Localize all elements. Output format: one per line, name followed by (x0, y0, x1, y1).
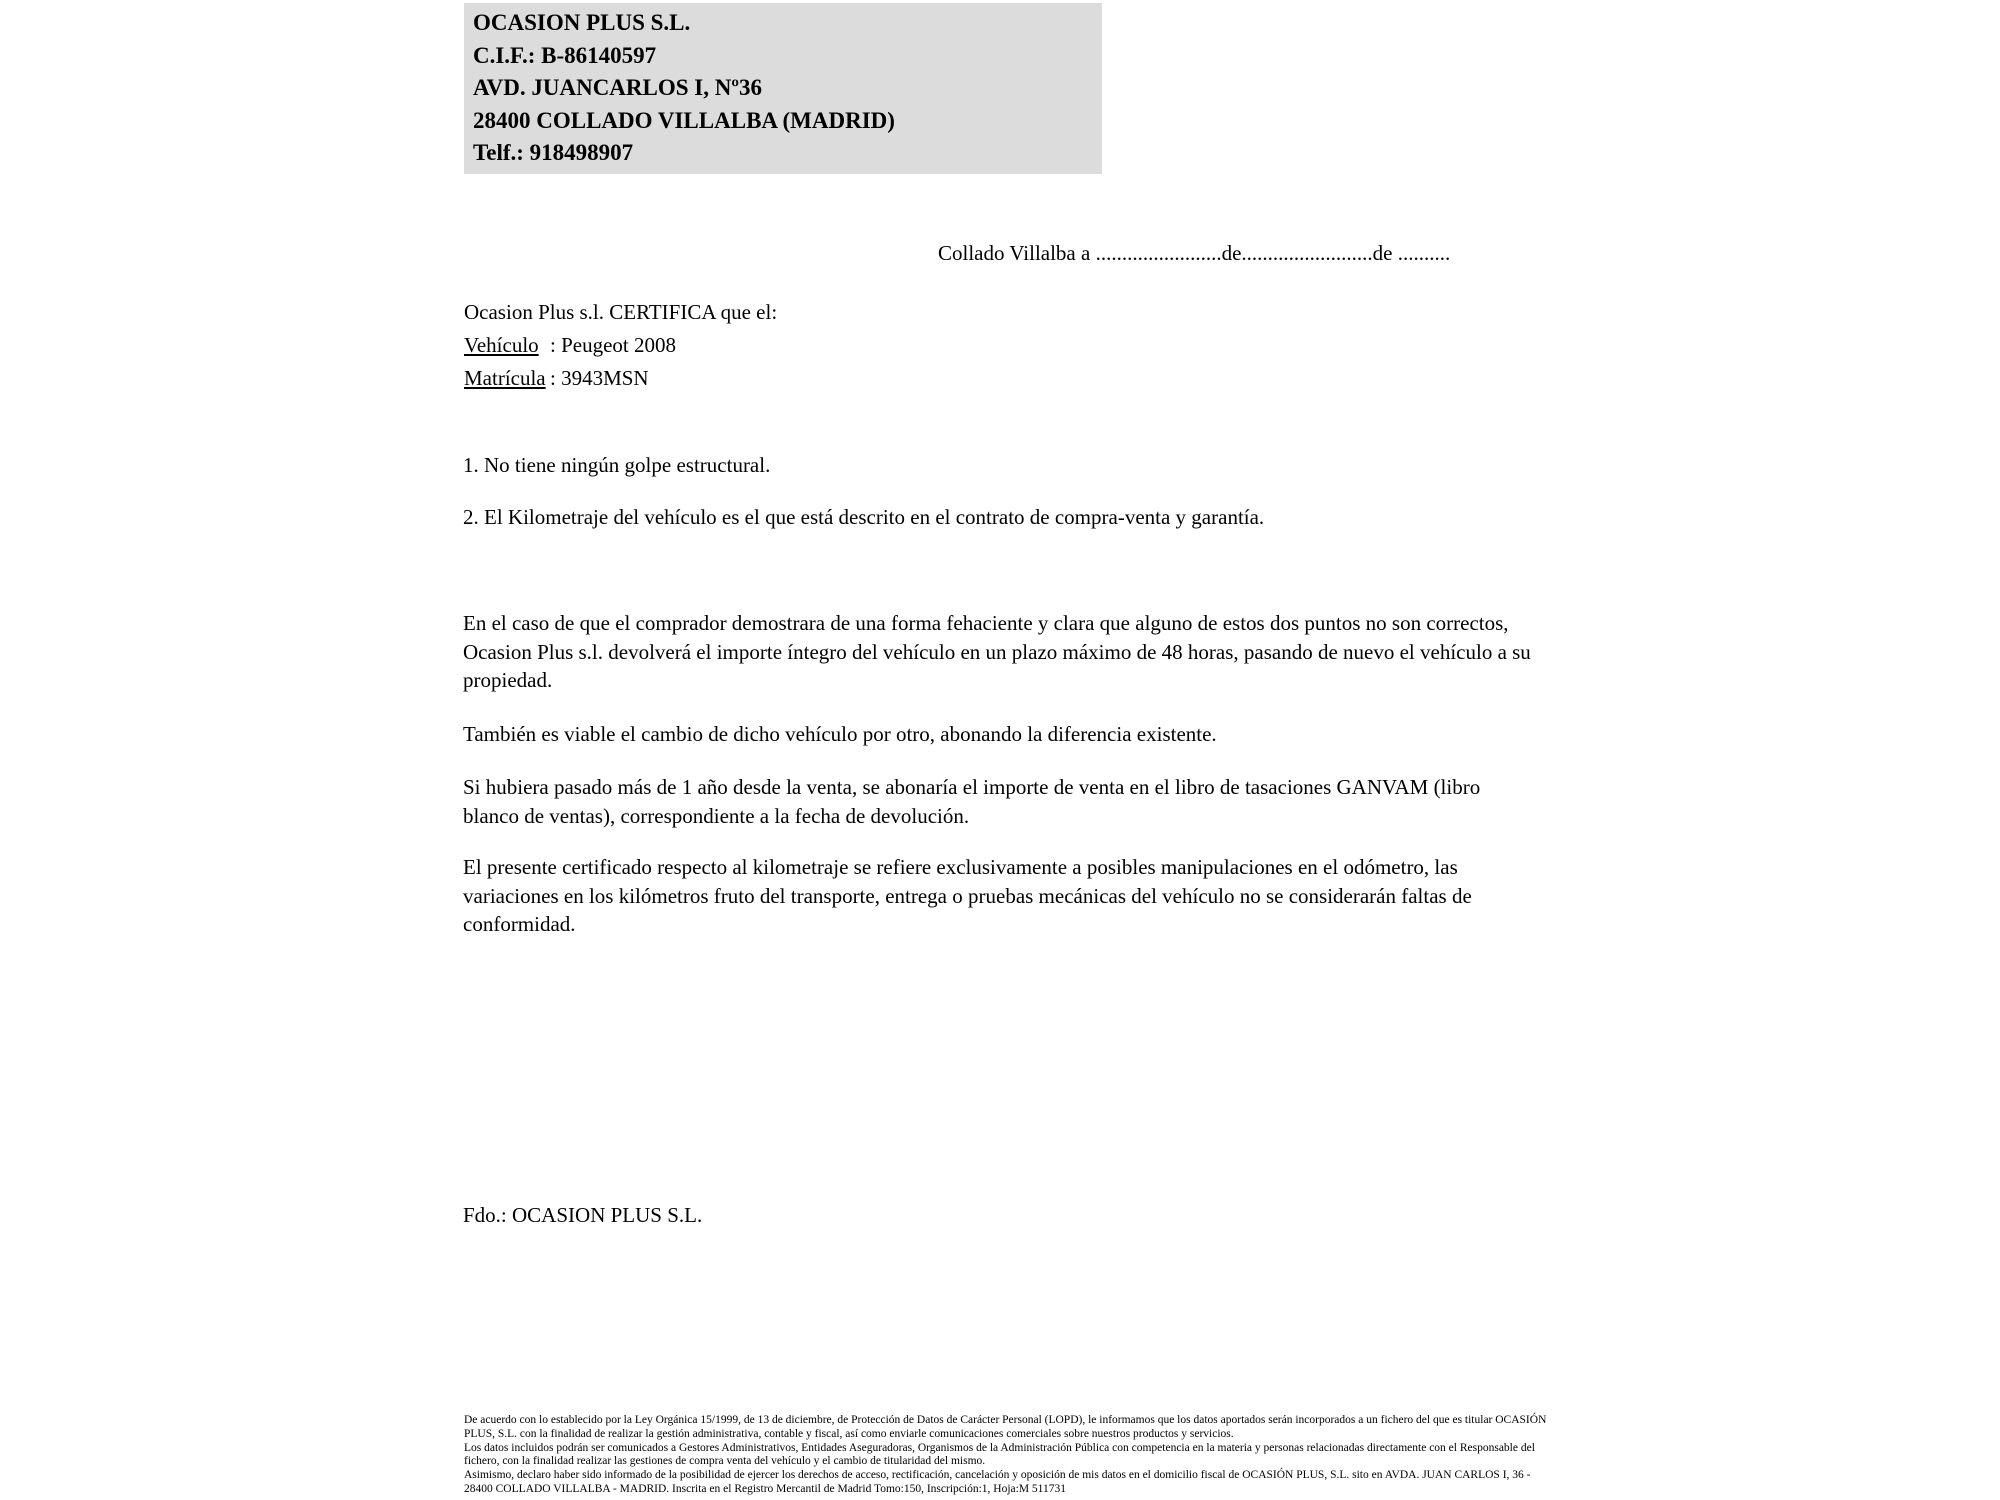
vehicle-label: Vehículo (464, 333, 539, 357)
legal-footer (464, 1414, 1556, 1497)
plate-row (464, 362, 777, 395)
company-header-block (464, 3, 1102, 174)
vehicle-row (464, 329, 777, 362)
certification-intro: Ocasion Plus s.l. CERTIFICA que el: (464, 300, 778, 324)
date-line: Collado Villalba a ........................de.........................de .......... (938, 241, 1451, 265)
company-address: AVD. JUANCARLOS I, Nº36 (473, 75, 762, 100)
legal-lopd: De acuerdo con lo establecido por la Ley Orgánica 15/1999, de 13 de diciembre, de Protección de Datos de Carácter Personal (LOPD), le informamos que los datos aportados serán incorporados a un fichero del que es titular OCASIÓN PLUS, S.L. con la finalidad de realizar la gestión administrativa, contable y fiscal, así como enviarle comunicaciones comerciales sobre nuestros productos y servicios. (464, 1414, 1547, 1440)
plate-label: Matrícula (464, 366, 546, 390)
company-phone: Telf.: 918498907 (473, 140, 634, 165)
clause-mileage: 2. El Kilometraje del vehículo es el que está descrito en el contrato de compra-venta y garantía. (463, 505, 1265, 529)
paragraph-refund: En el caso de que el comprador demostrara de una forma fehaciente y clara que alguno de estos dos puntos no son correctos, Ocasion Plus s.l. devolverá el importe íntegro del vehículo en un plazo máximo de 48 horas, pasando de nuevo el vehículo a su propiedad. (463, 611, 1531, 692)
clause-structural: 1. No tiene ningún golpe estructural. (463, 453, 771, 477)
company-name: OCASION PLUS S.L. (473, 10, 691, 35)
company-cif: C.I.F.: B-86140597 (473, 42, 657, 68)
signature-line: Fdo.: OCASION PLUS S.L. (463, 1203, 703, 1227)
company-city: 28400 COLLADO VILLALBA (MADRID) (473, 107, 895, 133)
paragraph-ganvam: Si hubiera pasado más de 1 año desde la venta, se abonaría el importe de venta en el libro de tasaciones GANVAM (libro blanco de ventas), correspondiente a la fecha de devolución. (463, 775, 1481, 828)
paragraph-exchange: También es viable el cambio de dicho vehículo por otro, abonando la diferencia existente. (463, 722, 1217, 746)
certification-block (464, 296, 777, 395)
plate-value: : 3943MSN (550, 366, 649, 390)
paragraph-odometer: El presente certificado respecto al kilometraje se refiere exclusivamente a posibles manipulaciones en el odómetro, las variaciones en los kilómetros fruto del transporte, entrega o pruebas mecánicas del vehículo no se considerarán faltas de conformidad. (463, 855, 1472, 936)
legal-data-sharing: Los datos incluidos podrán ser comunicados a Gestores Administrativos, Entidades Aseguradoras, Organismos de la Administración Pública con competencia en la materia y personas relacionadas directamente con el Responsable del fichero, con la finalidad realizar las gestiones de compra venta del vehículo y el cambio de titularidad del mismo. (464, 1441, 1535, 1468)
legal-rights: Asimismo, declaro haber sido informado de la posibilidad de ejercer los derechos de acceso, rectificación, cancelación y oposición de mis datos en el domicilio fiscal de OCASIÓN PLUS, S.L. sito en AVDA. JUAN CARLOS I, 36 - 28400 COLLADO VILLALBA - MADRID. Inscrita en el Registro Mercantil de Madrid Tomo:150, Inscripción:1, Hoja:M 511731 (464, 1469, 1531, 1495)
vehicle-value: : Peugeot 2008 (550, 333, 676, 357)
